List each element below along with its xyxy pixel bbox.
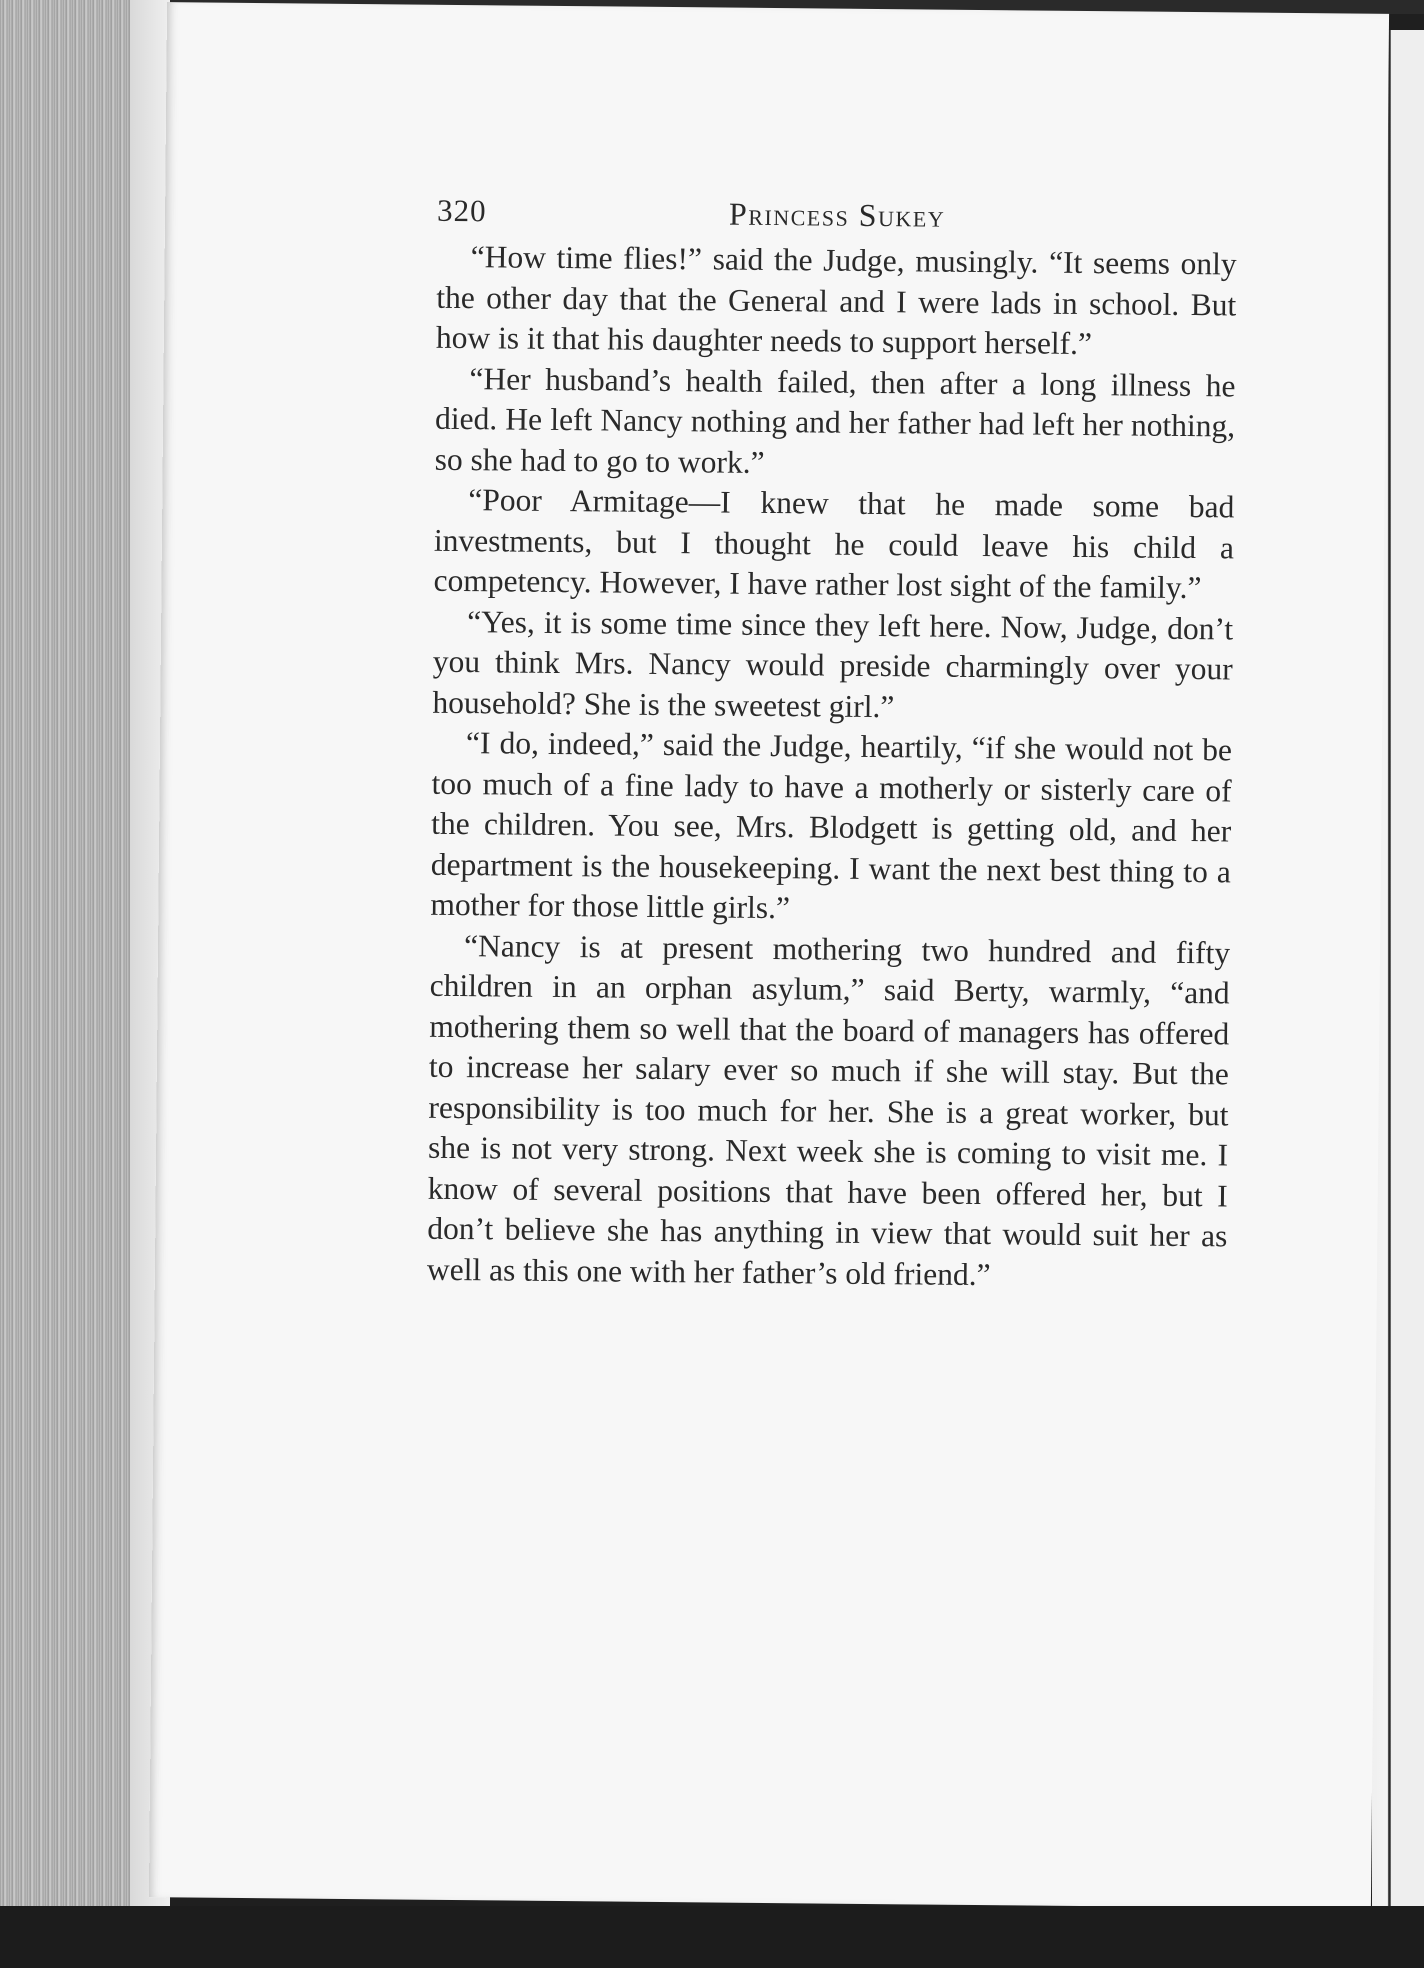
page-number: 320 <box>436 192 487 229</box>
book-page <box>149 2 1389 1909</box>
running-title: Princess Sukey <box>728 195 946 234</box>
book-page-edges <box>0 0 170 1968</box>
paragraph: “Poor Armitage—I knew that he made some bad investments, but I thought he could leave his child a competency. However, I have rather lost sight of the family.” <box>433 482 1235 606</box>
paragraph: “I do, indeed,” said the Judge, heartily, “if she would not be too much of a fine lady to have a motherly or sisterly care of the children. You see, Mrs. Blodgett is getting old, and her department is the housekeeping. I want the next best thing to a mother for those little girls.” <box>430 725 1233 926</box>
paragraph: “Nancy is at present mothering two hundred and fifty children in an orphan asylum,” said Berty, warmly, “and mothering them so well that the board of managers has offered to increase her salary ever so much if she will stay. But the responsibility is too much for her. She is a great worker, but she is not very strong. Next week she is coming to visit me. I know of several positions that have been offered her, but I don’t believe she has anything in view that would suit her as well as this one with her father’s old friend.” <box>426 927 1231 1292</box>
paragraph: “Yes, it is some time since they left here. Now, Judge, don’t you think Mrs. Nancy would preside charmingly over your household? She is the sweetest girl.” <box>432 603 1234 724</box>
page-header <box>437 193 1237 245</box>
scanner-bottom-shadow <box>0 1906 1424 1968</box>
paragraph: “Her husband’s health failed, then after a long illness he died. He left Nancy nothing and her father had left her nothing, so she had to go to work.” <box>434 360 1236 480</box>
paragraph: “How time flies!” said the Judge, musingly. “It seems only the other day that the General and I were lads in school. But how is it that his daughter needs to support herself.” <box>435 239 1237 362</box>
page-text-block <box>427 193 1237 1298</box>
